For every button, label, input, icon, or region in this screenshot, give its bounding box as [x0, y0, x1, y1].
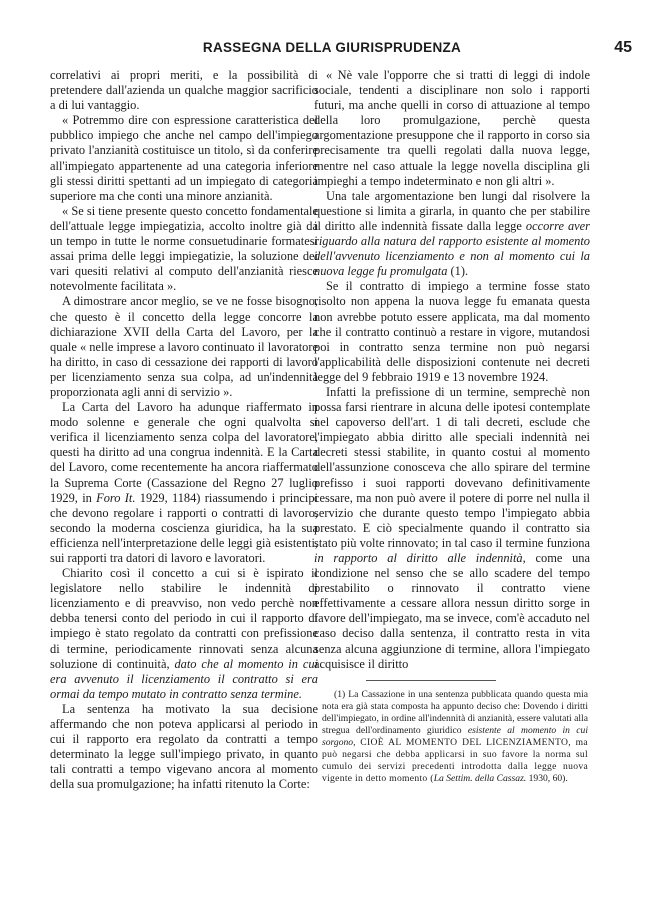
footnote-text-part: (1) La Cassazione in una sentenza pubblicata quando questa mia nota era già stata composta ha appunto deciso che: Dovendo i diritti dell'impiegato, in ordine all'indennità di anzianità, essere valutati alla stregua dell'ordinamento giuridico [322, 688, 588, 736]
paragraph: « Potremmo dire con espressione caratteristica del pubblico impiego che anche nel campo dell'impiego privato l'anzianità costituisce un titolo, sì da conferire all'impiegato appartenente ad una categoria inferiore gli stessi diritti spettanti ad un impiegato di categoria superiore ma che conti una minore anzianità. [50, 113, 318, 203]
footnote-reference: (1). [447, 264, 469, 279]
paragraph-text: Una tale argomentazione ben lungi dal risolvere la questione si limita a girarla, in quanto che per stabilire il diritto alle indennità fissate dalla legge [314, 188, 590, 233]
footnote-italic: esistente al momento in cui sorgono, [322, 724, 588, 748]
paragraph-text: come una condizione nel senso che se allo scadere del tempo prestabilito o rinnovato il contratto viene effettivamente a cessare allora nessun diritto sorge in favore dell'impiegato, ma se invece, com'è accaduto nel caso deciso dalla sentenza, il contratto resta in vita senza alcuna aggiunzione di termine, allora l'impiegato acquisisce il diritto [314, 551, 591, 671]
emphasis-italic: dato che al momento in cui era avvenuto il licenziamento il contratto si era ormai da tempo mutato in contratto senza termine. [50, 656, 318, 701]
emphasis-italic: occorre aver riguardo alla natura del rapporto esistente al momento dell'avvenuto licenziamento e non al momento cui la nuova legge fu promulgata [314, 218, 591, 279]
footnote-text-part: 1930, 60). [526, 772, 568, 784]
emphasis-italic: in rapporto al diritto alle indennità, [314, 551, 526, 565]
paragraph [314, 189, 590, 280]
footnote [314, 689, 590, 785]
paragraph: La sentenza ha motivato la sua decisione affermando che non poteva applicarsi al periodo in cui il rapporto era regolato da contratti a tempo determinato la legge sull'impiego privato, in quanto tali contratti a tempo vigevano ancora al momento della sua promulgazione; ha infatti ritenuto la Corte: [50, 701, 318, 792]
paragraph [50, 400, 318, 566]
paragraph-text: Infatti la prefissione di un termine, semprechè non possa farsi rientrare in alcuna delle ipotesi contemplate nel capoverso dell'art. 1 di tali decreti, esclude che l'impiegato abbia diritto alle speciali indennità nei decreti stessi stabilite, in quanto costui al momento dell'assunzione conosceva che allo spirare del termine prefisso i suoi rapporti dovevano definitivamente cessare, ma non può avere il potere di porre nel nulla il servizio che durante questo tempo l'impiegato abbia prestato. E ciò specialmente quando il contratto sia stato più volte rinnovato; in tal caso il termine funziona [314, 384, 590, 550]
citation-italic: Foro It. [96, 490, 136, 505]
page-number: 45 [614, 39, 632, 56]
page-header [32, 40, 632, 62]
footnote-divider [366, 680, 496, 681]
paragraph-text: A dimostrare ancor meglio, se ve ne fosse bisogno, che questo è il concetto della legge concorre la dichiarazione XVII della Carta del Lavoro, per la quale « nelle imprese a lavoro continuato il lavoratore ha diritto, in caso di cessazione dei rapporti di lavoro per licenziamento senza sua colpa, ad un'indennità proporzionata agli anni di servizio ». [50, 294, 318, 399]
paragraph-text: La Carta del Lavoro ha adunque riaffermato in modo solenne e generale che ogni qualvolta si verifica il licenziamento senza colpa del lavoratore, questi ha diritto ad una congrua indennità. E la Carta del Lavoro, come recentemente ha ancora riaffermato la Suprema Corte (Cassazione del Regno 27 luglio 1929, in [50, 400, 318, 505]
paragraph [314, 385, 590, 672]
paragraph: « Se si tiene presente questo concetto fondamentale dell'attuale legge impiegatizia, accolto inoltre già da un tempo in tutte le norme consuetudinarie formatesi assai prima delle leggi impiegatizie, la soluzione dei vari quesiti relativi al computo dell'anzianità riesce notevolmente facilitata ». [50, 203, 318, 294]
paragraph: correlativi ai propri meriti, e la possibilità di pretendere dall'azienda un qualche maggior sacrificio a di lui vantaggio. [50, 68, 318, 113]
paragraph: Se il contratto di impiego a termine fosse stato risolto non appena la nuova legge fu emanata questa non avrebbe potuto essere applicata, ma dal momento che il contratto continuò a restare in vigore, mutandosi poi in contratto senza termine non può negarsi l'applicabilità delle disposizioni contenute nei decreti legge del 9 febbraio 1919 e 13 novembre 1924. [314, 279, 590, 384]
footnote-text [322, 689, 588, 785]
right-column [314, 68, 590, 785]
paragraph [50, 294, 318, 400]
paragraph [50, 566, 318, 702]
paragraph: « Nè vale l'opporre che si tratti di leggi di indole sociale, tendenti a disciplinare non solo i rapporti futuri, ma anche quelli in corso di attuazione al tempo della loro promulgazione, perchè questa argomentazione presuppone che il rapporto in corso sia precisamente tra quelli regolati dalla nuova legge, mentre nel caso attuale la legge novella disciplina gli impieghi a tempo indeterminato e non gli altri ». [314, 68, 590, 188]
paragraph-text: 1929, 1184) riassumendo i principi che devono regolare i rapporti o contratti di lavoro, secondo la moderna coscienza giuridica, ha la sua efficienza nell'interpretazione delle leggi già esistenti, sui rapporti tra datori di lavoro e lavoratori. [50, 490, 318, 565]
paragraph-text: Chiarito così il concetto a cui si è ispirato il legislatore nello stabilire le indennità di licenziamento e di preavviso, non vedo perchè non debba tenersi conto del periodo in cui il rapporto di impiego è stato regolato da contratti con prefissione di termine, periodicamente rinnovati senza alcuna soluzione di continuità, [50, 566, 318, 671]
running-title: RASSEGNA DELLA GIURISPRUDENZA [202, 40, 462, 55]
footnote-text-part: CIOÈ AL MOMENTO DEL LICENZIAMENTO, ma può negarsi che debba applicarsi in suo favore la norma sul cumulo dei servizi precedenti introdotta dalla legge nuova vigente in detto momento ( [322, 736, 588, 784]
left-column [50, 68, 318, 793]
footnote-citation-italic: La Settim. della Cassaz. [433, 772, 527, 784]
